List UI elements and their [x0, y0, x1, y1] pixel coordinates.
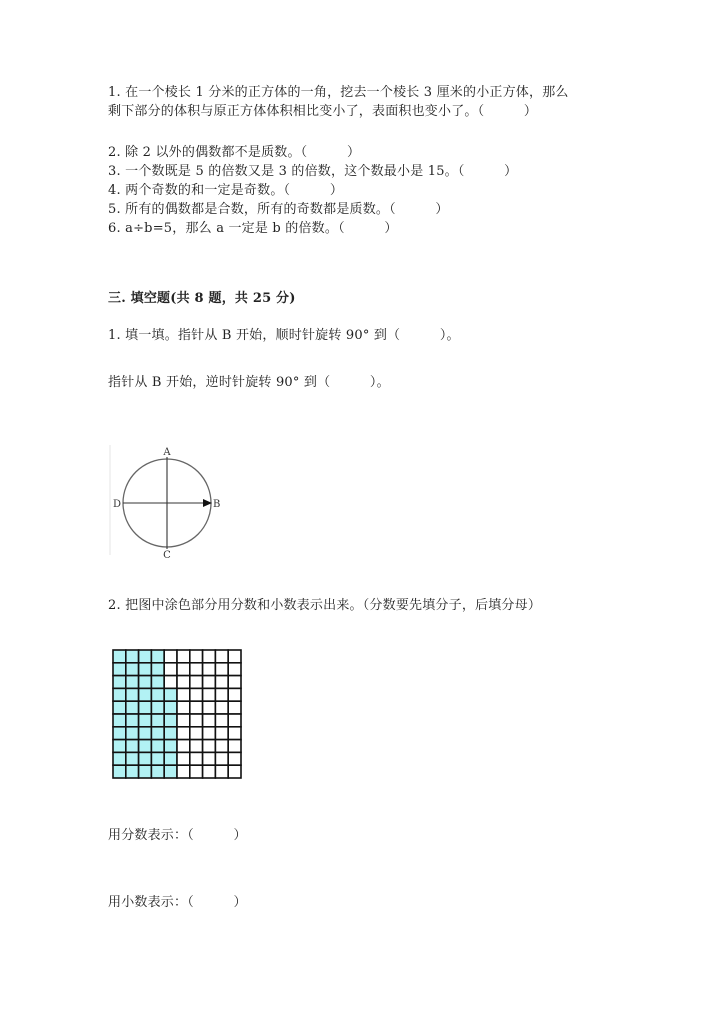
grid-cell-shaded — [139, 701, 152, 714]
grid-cell — [190, 740, 203, 753]
grid-cell-shaded — [113, 688, 126, 701]
grid-cell — [177, 727, 190, 740]
label-a: A — [163, 447, 171, 458]
grid-cell — [215, 676, 228, 689]
grid-cell — [203, 714, 216, 727]
grid-cell-shaded — [139, 740, 152, 753]
grid-cell-shaded — [151, 650, 164, 663]
grid-cell-shaded — [139, 714, 152, 727]
grid-cell — [190, 650, 203, 663]
grid-cell — [215, 663, 228, 676]
label-c: C — [163, 550, 171, 560]
grid-cell-shaded — [164, 701, 177, 714]
question-5: 5. 所有的偶数都是合数，所有的奇数都是质数。（ ） — [108, 202, 449, 217]
grid-cell-shaded — [113, 740, 126, 753]
grid-cell — [190, 701, 203, 714]
grid-cell-shaded — [151, 688, 164, 701]
fraction-answer-label: 用分数表示：（ ） — [108, 828, 247, 843]
question-6: 6. a÷b=5，那么 a 一定是 b 的倍数。（ ） — [108, 221, 398, 236]
grid-cell-shaded — [151, 727, 164, 740]
grid-cell-shaded — [151, 701, 164, 714]
grid-cell-shaded — [139, 688, 152, 701]
grid-cell — [228, 727, 241, 740]
grid-cell-shaded — [164, 727, 177, 740]
hundred-grid-figure — [112, 649, 242, 779]
grid-cell — [203, 727, 216, 740]
grid-cell-shaded — [151, 663, 164, 676]
fill-question-1-line-2: 指针从 B 开始，逆时针旋转 90° 到（ ）。 — [108, 375, 390, 390]
grid-cell-shaded — [139, 752, 152, 765]
grid-cell — [228, 650, 241, 663]
grid-cell — [228, 688, 241, 701]
grid-cell-shaded — [113, 676, 126, 689]
fill-question-2-prompt: 2. 把图中涂色部分用分数和小数表示出来。（分数要先填分子，后填分母） — [108, 598, 542, 613]
section-heading: 三. 填空题(共 8 题，共 25 分) — [108, 291, 296, 306]
grid-cell — [203, 688, 216, 701]
grid-cell-shaded — [113, 663, 126, 676]
question-1-line-1: 1. 在一个棱长 1 分米的正方体的一角，挖去一个棱长 3 厘米的小正方体，那么 — [108, 85, 569, 100]
grid-cell — [190, 688, 203, 701]
grid-cell — [190, 676, 203, 689]
grid-cell — [164, 663, 177, 676]
grid-cell-shaded — [151, 765, 164, 778]
grid-cell-shaded — [126, 701, 139, 714]
grid-cell-shaded — [151, 752, 164, 765]
grid-cell-shaded — [126, 714, 139, 727]
grid-cell-shaded — [113, 714, 126, 727]
grid-cell — [228, 701, 241, 714]
grid-cell-shaded — [126, 727, 139, 740]
grid-cell-shaded — [164, 740, 177, 753]
grid-cell — [228, 714, 241, 727]
grid-cell — [215, 752, 228, 765]
grid-cell-shaded — [126, 676, 139, 689]
grid-cell — [164, 650, 177, 663]
grid-cell-shaded — [126, 688, 139, 701]
grid-cell — [215, 714, 228, 727]
grid-cell-shaded — [164, 714, 177, 727]
grid-cell-shaded — [139, 676, 152, 689]
grid-cell-shaded — [139, 727, 152, 740]
grid-cell-shaded — [126, 650, 139, 663]
grid-cell — [177, 752, 190, 765]
grid-cell — [215, 701, 228, 714]
grid-cell — [215, 650, 228, 663]
question-4: 4. 两个奇数的和一定是奇数。（ ） — [108, 183, 344, 198]
grid-cell — [203, 752, 216, 765]
grid-cell — [228, 765, 241, 778]
grid-cell — [190, 663, 203, 676]
question-2: 2. 除 2 以外的偶数都不是质数。（ ） — [108, 145, 361, 160]
grid-cell — [228, 676, 241, 689]
grid-cell-shaded — [151, 676, 164, 689]
grid-cell — [203, 740, 216, 753]
grid-cell — [190, 752, 203, 765]
grid-cell — [215, 688, 228, 701]
label-d: D — [113, 499, 122, 510]
grid-cell — [177, 740, 190, 753]
grid-cell — [203, 701, 216, 714]
grid-cell — [203, 765, 216, 778]
grid-cell-shaded — [113, 650, 126, 663]
grid-cell — [215, 727, 228, 740]
grid-cell — [215, 765, 228, 778]
grid-cell-shaded — [164, 688, 177, 701]
grid-cell-shaded — [126, 740, 139, 753]
grid-cell-shaded — [139, 765, 152, 778]
grid-cell-shaded — [126, 752, 139, 765]
grid-cell-shaded — [139, 663, 152, 676]
grid-cell-shaded — [113, 727, 126, 740]
grid-cell — [228, 752, 241, 765]
grid-cell — [228, 740, 241, 753]
grid-cell — [164, 676, 177, 689]
grid-cell-shaded — [151, 740, 164, 753]
grid-cell — [177, 714, 190, 727]
grid-cell — [190, 727, 203, 740]
grid-cell — [177, 701, 190, 714]
grid-cell — [177, 688, 190, 701]
grid-cell-shaded — [113, 752, 126, 765]
grid-cell — [177, 765, 190, 778]
label-b: B — [213, 499, 221, 510]
grid-cell — [177, 676, 190, 689]
grid-cell-shaded — [164, 765, 177, 778]
decimal-answer-label: 用小数表示：（ ） — [108, 895, 247, 910]
grid-cell-shaded — [113, 765, 126, 778]
grid-cell — [177, 663, 190, 676]
question-1-line-2: 剩下部分的体积与原正方体体积相比变小了，表面积也变小了。（ ） — [108, 104, 538, 119]
grid-cell — [228, 663, 241, 676]
grid-cell — [190, 765, 203, 778]
grid-cell-shaded — [151, 714, 164, 727]
grid-cell-shaded — [126, 765, 139, 778]
grid-cell — [203, 663, 216, 676]
grid-cell — [203, 650, 216, 663]
grid-cell — [190, 714, 203, 727]
fill-question-1-line-1: 1. 填一填。指针从 B 开始，顺时针旋转 90° 到（ ）。 — [108, 328, 460, 343]
grid-cell-shaded — [164, 752, 177, 765]
question-3: 3. 一个数既是 5 的倍数又是 3 的倍数，这个数最小是 15。（ ） — [108, 164, 518, 179]
grid-cell-shaded — [113, 701, 126, 714]
grid-cell — [177, 650, 190, 663]
grid-cell — [203, 676, 216, 689]
grid-cell-shaded — [139, 650, 152, 663]
grid-cell-shaded — [126, 663, 139, 676]
grid-cell — [215, 740, 228, 753]
compass-figure — [105, 440, 230, 560]
